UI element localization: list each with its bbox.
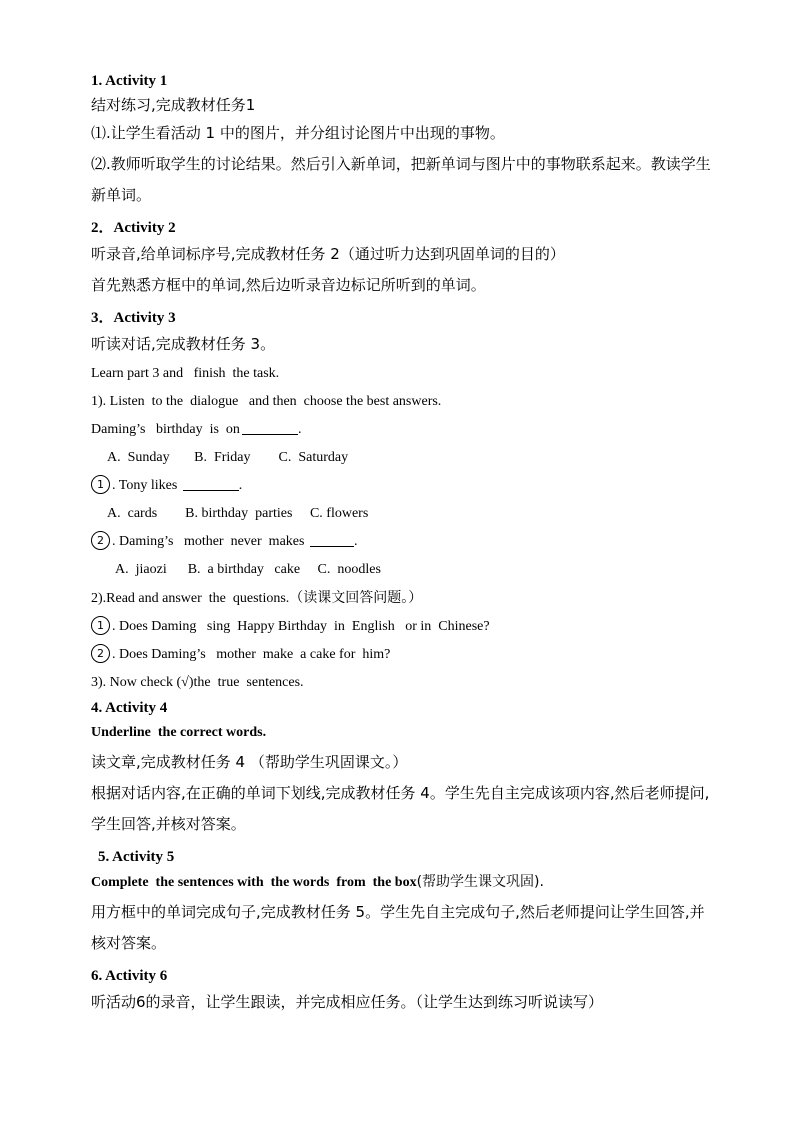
question-2-b <box>91 641 711 669</box>
question-2-intro-en: 2).Read and answer the questions. <box>91 591 290 606</box>
question-c <box>91 528 711 556</box>
document-page <box>91 70 711 1018</box>
activity-6-line-1: 听活动6的录音，让学生跟读，并完成相应任务。（让学生达到练习听说读写） <box>91 993 604 1011</box>
question-text: . Does Daming’s mother make a cake for him? <box>112 647 391 662</box>
question-text: . Tony likes <box>112 478 178 493</box>
question-2-a <box>91 613 711 641</box>
point-number: ⑴ <box>91 124 107 142</box>
activity-3-heading: 3．Activity 3 <box>91 310 176 326</box>
activity-5-line-1: 用方框中的单词完成句子,完成教材任务 5。学生先自主完成句子,然后老师提问让学生回答,并核对答案。 <box>91 903 705 952</box>
question-b-options: A. cards B. birthday parties C. flowers <box>107 506 369 521</box>
answer-blank <box>310 532 354 547</box>
activity-4-line-2: 根据对话内容,在正确的单词下划线,完成教材任务 4。学生先自主完成该项内容,然后老师提问,学生回答,并核对答案。 <box>91 784 710 833</box>
question-text: Daming’s birthday is on <box>91 422 240 437</box>
question-a-options: A. Sunday B. Friday C. Saturday <box>107 450 349 465</box>
question-2-intro <box>91 584 711 613</box>
activity-5-subheading <box>91 868 711 897</box>
circled-number: 1 <box>91 616 110 635</box>
question-1-intro: 1). Listen to the dialogue and then choose the best answers. <box>91 394 442 409</box>
activity-1-point-2 <box>91 149 711 211</box>
question-a <box>91 416 711 444</box>
answer-blank <box>183 476 239 491</box>
point-text: .教师听取学生的讨论结果。然后引入新单词，把新单词与图片中的事物联系起来。教读学生新单词。 <box>91 155 711 204</box>
activity-2-heading: 2．Activity 2 <box>91 220 176 236</box>
point-number: ⑵ <box>91 155 107 173</box>
question-text: . Does Daming sing Happy Birthday in English or in Chinese? <box>112 619 490 634</box>
activity-4-heading: 4. Activity 4 <box>91 700 168 716</box>
subheading-cn: (帮助学生课文巩固). <box>416 874 544 890</box>
question-end: . <box>353 534 358 549</box>
activity-4-line-1: 读文章,完成教材任务 4 （帮助学生巩固课文。） <box>91 753 408 771</box>
activity-3-line-1: 听读对话,完成教材任务 3。 <box>91 335 276 353</box>
question-text: . Daming’s mother never makes <box>112 534 305 549</box>
question-2-intro-cn: （读课文回答问题。） <box>289 590 423 606</box>
activity-3-learn: Learn part 3 and finish the task. <box>91 366 280 381</box>
activity-1-heading: 1. Activity 1 <box>91 73 168 89</box>
activity-5-heading: 5. Activity 5 <box>98 849 175 865</box>
question-b <box>91 472 711 500</box>
circled-number: 1 <box>91 475 110 494</box>
activity-1-intro: 结对练习,完成教材任务1 <box>91 96 256 114</box>
activity-2-line-1: 听录音,给单词标序号,完成教材任务 2（通过听力达到巩固单词的目的） <box>91 245 565 263</box>
question-end: . <box>297 422 302 437</box>
subheading-en: Complete the sentences with the words from the box <box>91 875 417 890</box>
activity-1-point-1 <box>91 118 711 149</box>
question-c-options: A. jiaozi B. a birthday cake C. noodles <box>115 562 381 577</box>
point-text: .让学生看活动 1 中的图片，并分组讨论图片中出现的事物。 <box>106 124 505 142</box>
circled-number: 2 <box>91 644 110 663</box>
activity-2-line-2: 首先熟悉方框中的单词,然后边听录音边标记所听到的单词。 <box>91 276 486 294</box>
circled-number: 2 <box>91 531 110 550</box>
question-end: . <box>238 478 243 493</box>
activity-4-subheading: Underline the correct words. <box>91 725 267 740</box>
activity-6-heading: 6. Activity 6 <box>91 968 168 984</box>
question-3: 3). Now check (√)the true sentences. <box>91 675 304 690</box>
answer-blank <box>242 420 298 435</box>
